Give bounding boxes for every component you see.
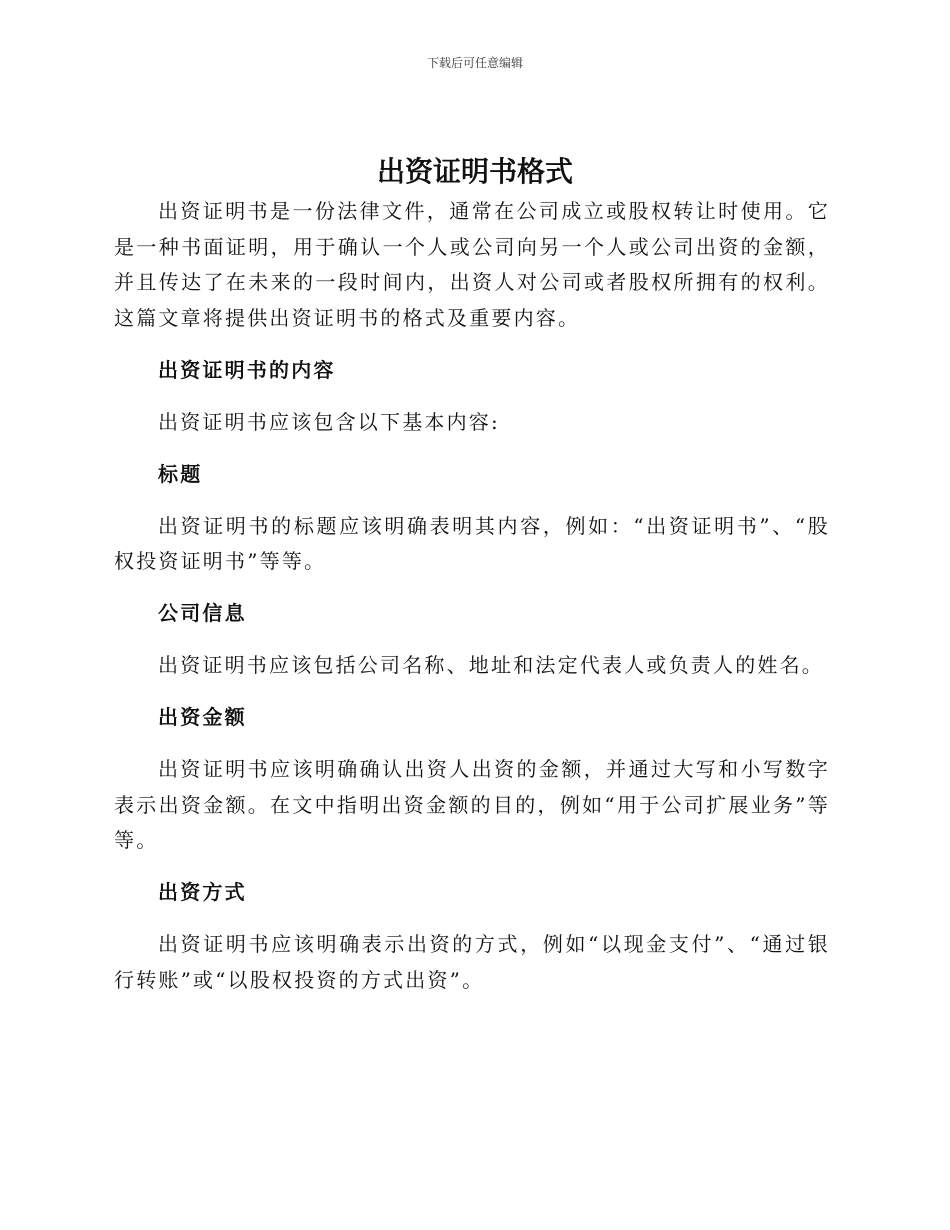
section-heading-method: 出资方式 [158,880,247,904]
section-text-amount: 出资证明书应该明确确认出资人出资的金额，并通过大写和小写数字表示出资金额。在文中指明出资金额的目的，例如“用于公司扩展业务”等等。 [114,757,830,852]
section-heading-content: 出资证明书的内容 [158,357,336,382]
header-note: 下载后可任意编辑 [426,56,523,70]
document-title: 出资证明书格式 [376,155,573,188]
section-heading-title: 标题 [158,461,203,486]
section-text-content: 出资证明书应该包含以下基本内容: [158,409,500,434]
section-text-title: 出资证明书的标题应该明确表明其内容，例如：“出资证明书”、“股权投资证明书”等等。 [114,513,830,573]
section-text-company-info: 出资证明书应该包括公司名称、地址和法定代表人或负责人的姓名。 [158,653,824,677]
intro-paragraph: 出资证明书是一份法律文件，通常在公司成立或股权转让时使用。它是一种书面证明，用于确认一个人或公司向另一个人或公司出资的金额，并且传达了在未来的一段时间内，出资人对公司或者股权所拥有的权利。这篇文章将提供出资证明书的格式及重要内容。 [114,199,830,330]
section-text-method: 出资证明书应该明确表示出资的方式，例如“以现金支付”、“通过银行转账”或“以股权投资的方式出资”。 [114,932,830,992]
section-heading-company-info: 公司信息 [158,601,247,625]
section-heading-amount: 出资金额 [158,705,247,729]
document-body [114,194,830,998]
